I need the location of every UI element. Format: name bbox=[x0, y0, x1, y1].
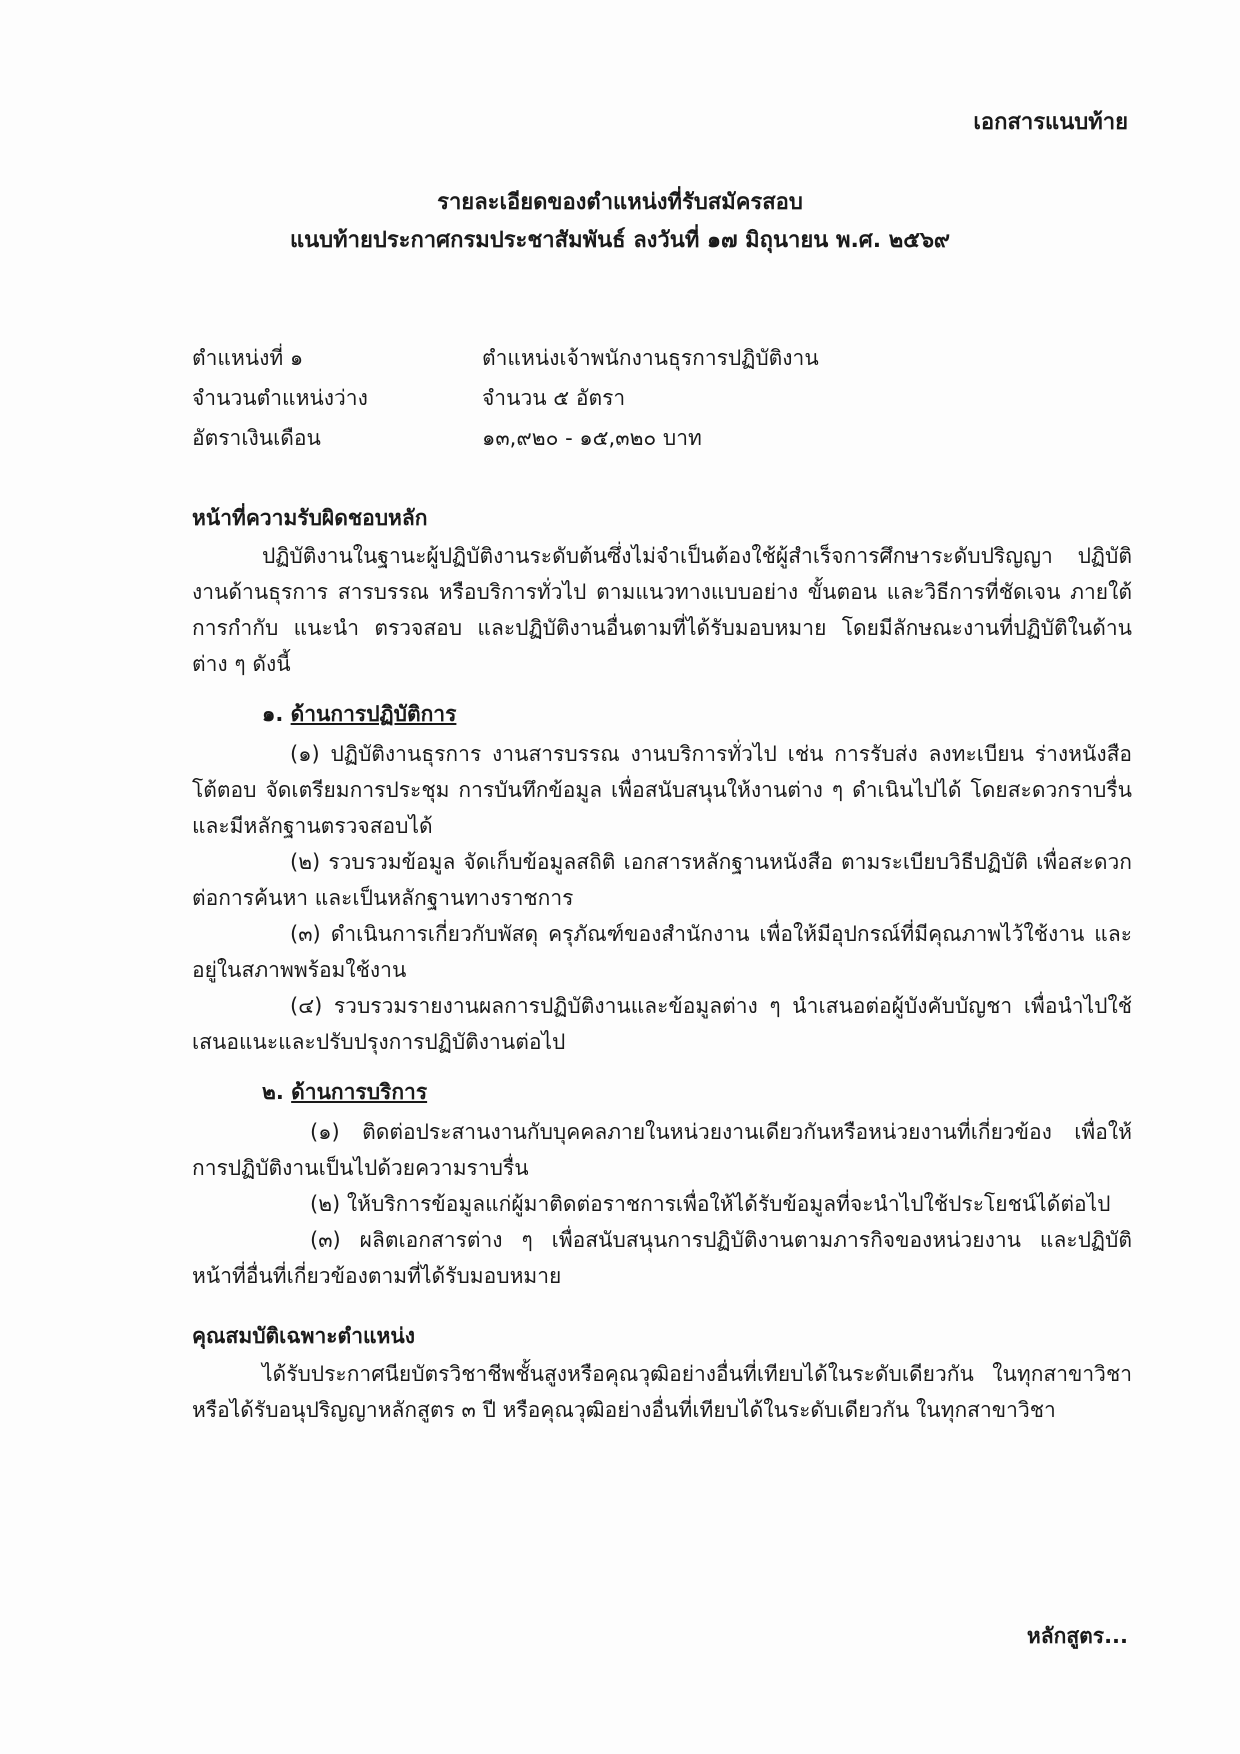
section-2-title: ด้านการบริการ bbox=[291, 1080, 428, 1104]
salary-label: อัตราเงินเดือน bbox=[192, 426, 321, 450]
section-2-heading bbox=[262, 1074, 1132, 1110]
qualifications-heading: คุณสมบัติเฉพาะตำแหน่ง bbox=[192, 1324, 415, 1348]
document-title bbox=[0, 184, 1240, 260]
info-row-position bbox=[192, 338, 819, 378]
section-2-item: (๑) ติดต่อประสานงานกับบุคคลภายในหน่วยงานเดียวกันหรือหน่วยงานที่เกี่ยวข้อง เพื่อให้ การปฏิบัติงานเป็นไปด้วยความราบรื่น bbox=[192, 1120, 1132, 1180]
attachment-label: เอกสารแนบท้าย bbox=[973, 110, 1128, 135]
position-label: ตำแหน่งที่ ๑ bbox=[192, 346, 304, 370]
qualifications-text: ได้รับประกาศนียบัตรวิชาชีพชั้นสูงหรือคุณวุฒิอย่างอื่นที่เทียบได้ในระดับเดียวกัน ในทุกสาขาวิชา หรือได้รับอนุปริญญาหลักสูตร ๓ ปี หรือคุณวุฒิอย่างอื่นที่เทียบได้ในระดับเดียวกัน ในทุกสาขาวิชา bbox=[192, 1362, 1132, 1422]
title-line-1: รายละเอียดของตำแหน่งที่รับสมัครสอบ bbox=[437, 190, 803, 215]
section-1-item: (๓) ดำเนินการเกี่ยวกับพัสดุ ครุภัณฑ์ของสำนักงาน เพื่อให้มีอุปกรณ์ที่มีคุณภาพไว้ใช้งาน และอยู่ในสภาพพร้อมใช้งาน bbox=[192, 922, 1132, 982]
continuation-marker: หลักสูตร... bbox=[1026, 1624, 1128, 1648]
position-info bbox=[192, 338, 819, 458]
section-2-item: (๓) ผลิตเอกสารต่าง ๆ เพื่อสนับสนุนการปฏิบัติงานตามภารกิจของหน่วยงาน และปฏิบัติ หน้าที่อื่นที่เกี่ยวข้องตามที่ได้รับมอบหมาย bbox=[192, 1228, 1132, 1288]
document-body bbox=[192, 500, 1132, 1428]
section-1-heading bbox=[262, 696, 1132, 732]
info-row-salary bbox=[192, 418, 819, 458]
info-row-vacancy bbox=[192, 378, 819, 418]
section-1-item: (๑) ปฏิบัติงานธุรการ งานสารบรรณ งานบริการทั่วไป เช่น การรับส่ง ลงทะเบียน ร่างหนังสือโต้ตอบ จัดเตรียมการประชุม การบันทึกข้อมูล เพื่อสนับสนุนให้งานต่าง ๆ ดำเนินไปได้ โดยสะดวกราบรื่น และมีหลักฐานตรวจสอบได้ bbox=[192, 742, 1132, 838]
section-1-title: ด้านการปฏิบัติการ bbox=[290, 702, 457, 726]
vacancy-label: จำนวนตำแหน่งว่าง bbox=[192, 386, 368, 410]
vacancy-value: จำนวน ๕ อัตรา bbox=[482, 386, 626, 410]
spacer bbox=[192, 1294, 1132, 1318]
duties-heading: หน้าที่ความรับผิดชอบหลัก bbox=[192, 506, 428, 530]
section-2-item: (๒) ให้บริการข้อมูลแก่ผู้มาติดต่อราชการเพื่อให้ได้รับข้อมูลที่จะนำไปใช้ประโยชน์ได้ต่อไป bbox=[310, 1192, 1111, 1216]
section-1-item: (๔) รวบรวมรายงานผลการปฏิบัติงานและข้อมูลต่าง ๆ นำเสนอต่อผู้บังคับบัญชา เพื่อนำไปใช้ เสนอแนะและปรับปรุงการปฏิบัติงานต่อไป bbox=[192, 994, 1132, 1054]
title-line-2: แนบท้ายประกาศกรมประชาสัมพันธ์ ลงวันที่ ๑๗ มิถุนายน พ.ศ. ๒๕๖๙ bbox=[289, 228, 951, 253]
salary-value: ๑๓,๙๒๐ - ๑๕,๓๒๐ บาท bbox=[482, 426, 702, 450]
section-2-number: ๒. bbox=[262, 1080, 284, 1104]
position-value: ตำแหน่งเจ้าพนักงานธุรการปฏิบัติงาน bbox=[482, 346, 819, 370]
duties-intro: ปฏิบัติงานในฐานะผู้ปฏิบัติงานระดับต้นซึ่งไม่จำเป็นต้องใช้ผู้สำเร็จการศึกษาระดับปริญญา ปฏิบัติงานด้านธุรการ สารบรรณ หรือบริการทั่วไป ตามแนวทางแบบอย่าง ขั้นตอน และวิธีการที่ชัดเจน ภายใต้การกำกับ แนะนำ ตรวจสอบ และปฏิบัติงานอื่นตามที่ได้รับมอบหมาย โดยมีลักษณะงานที่ปฏิบัติในด้านต่าง ๆ ดังนี้ bbox=[192, 544, 1132, 676]
section-1-number: ๑. bbox=[262, 702, 284, 726]
section-1-item: (๒) รวบรวมข้อมูล จัดเก็บข้อมูลสถิติ เอกสารหลักฐานหนังสือ ตามระเบียบวิธีปฏิบัติ เพื่อสะดวกต่อการค้นหา และเป็นหลักฐานทางราชการ bbox=[192, 850, 1132, 910]
